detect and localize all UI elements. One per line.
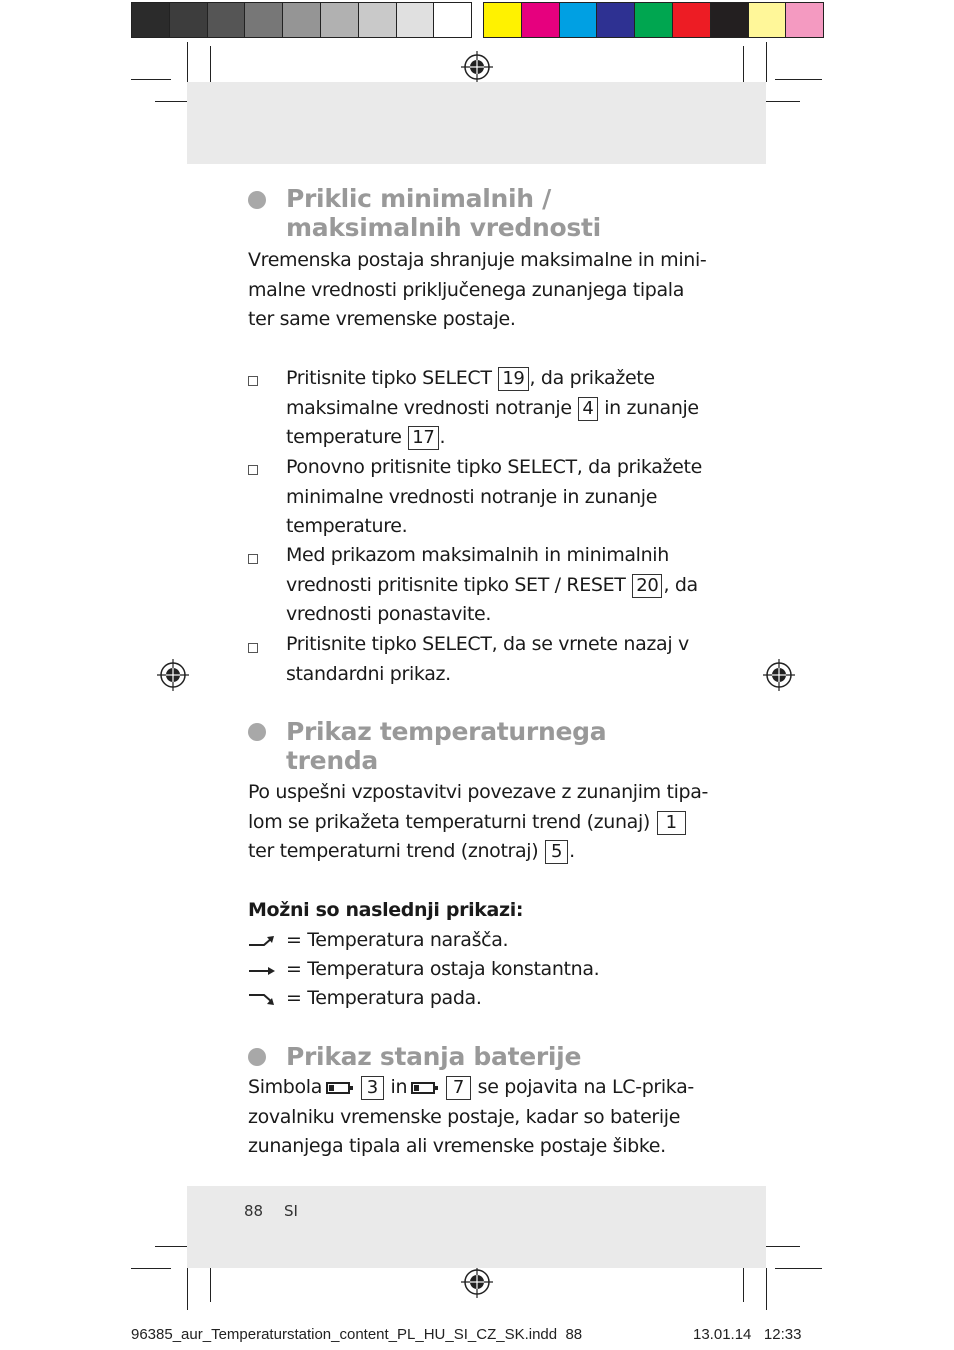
color-swatch [710,2,749,38]
ref-number: 4 [578,397,597,421]
trend-rising-label: = Temperatura narašča. [286,929,509,951]
text-line [248,837,708,867]
text-line: zovalniku vremenske postaje, kadar so baterije [248,1105,681,1128]
ref-number: 3 [361,1076,384,1100]
text-span: Simbola [248,1076,323,1098]
battery-low-icon [411,1082,435,1094]
footer-band [187,1186,766,1268]
text-span: in [390,1076,408,1098]
text-line: standardni prikaz. [286,662,451,685]
trend-constant-label: = Temperatura ostaja konstantna. [286,958,600,980]
text-line: Po uspešni vzpostavitvi povezave z zunanjim tipa- [248,781,709,803]
crop-mark [775,79,822,80]
text-line: Vremenska postaja shranjuje maksimalne in mini- [248,249,707,271]
crop-mark [760,101,800,102]
step-2 [286,453,702,542]
text-line [286,571,698,601]
crop-mark [743,1262,744,1302]
crop-mark [187,42,188,82]
gray-swatch [320,2,359,38]
slug-date [693,1326,801,1343]
text-span: , da prikažete [529,367,655,389]
language-code: SI [284,1202,298,1220]
trend-paragraph [248,778,708,867]
gray-swatch [131,2,170,38]
color-swatch [596,2,635,38]
text-line [286,423,699,453]
step-1 [286,364,699,453]
gray-swatch [358,2,397,38]
text-line: Ponovno pritisnite tipko SELECT, da prikažete [286,456,702,478]
ref-number: 5 [545,840,568,864]
subheading-displays: Možni so naslednji prikazi: [248,899,524,921]
heading-bullet-icon [248,723,266,741]
checkbox-bullet-icon [248,376,258,386]
text-span: vrednosti pritisnite tipko SET / RESET [286,573,626,596]
file-page: 88 [565,1326,583,1343]
section-heading-battery: Prikaz stanja baterije [286,1042,582,1071]
intro-paragraph [248,246,706,335]
text-span: maksimalne vrednosti notranje [286,396,572,419]
heading-line: maksimalnih vrednosti [286,213,601,242]
text-line: ter same vremenske postaje. [248,308,516,330]
color-swatch [521,2,560,38]
text-span: . [439,426,446,448]
text-line: temperature. [286,515,408,537]
gray-swatch [396,2,435,38]
crop-mark [131,1268,171,1269]
checkbox-bullet-icon [248,554,258,564]
trend-falling-icon [248,991,276,1007]
text-line: minimalne vrednosti notranje in zunanje [286,485,658,508]
text-span: se pojavita na LC-prika- [477,1076,694,1098]
crop-mark [131,79,171,80]
header-band [187,82,766,164]
ref-number: 20 [632,574,662,598]
step-4 [286,630,689,689]
text-span: temperature [286,426,402,448]
crop-mark [210,46,211,86]
crop-mark [760,1246,800,1247]
ref-number: 17 [408,426,438,450]
color-swatch [785,2,824,38]
checkbox-bullet-icon [248,465,258,475]
heading-line: Priklic minimalnih / [286,184,551,213]
heading-bullet-icon [248,191,266,209]
color-swatch [748,2,787,38]
text-span: Pritisnite tipko SELECT [286,367,492,389]
text-line: Pritisnite tipko SELECT, da se vrnete nazaj v [286,633,689,655]
color-swatch [634,2,673,38]
page-number: 88 [244,1202,264,1220]
text-line [248,1073,694,1103]
text-line [286,394,699,424]
color-swatch [672,2,711,38]
registration-mark-icon [157,659,189,691]
battery-low-icon [326,1082,350,1094]
section-heading-trend [286,717,606,775]
heading-line: Prikaz temperaturnega [286,717,607,746]
color-swatch [483,2,522,38]
battery-paragraph [248,1073,694,1162]
slug-line [131,1326,582,1343]
ref-number: 7 [446,1076,471,1100]
date: 13.01.14 [693,1326,752,1343]
crop-mark [766,1268,767,1310]
ref-number: 1 [657,811,686,835]
text-span: , da [663,573,698,596]
trend-constant-icon [248,963,276,979]
text-span: lom se prikažeta temperaturni trend (zunaj) [248,810,650,833]
text-line [286,364,699,394]
gray-swatch [207,2,246,38]
registration-mark-icon [763,659,795,691]
text-span: ter temperaturni trend (znotraj) [248,840,539,862]
file-name: 96385_aur_Temperaturstation_content_PL_HU_SI_CZ_SK.indd [131,1326,558,1343]
heading-line: trenda [286,746,378,775]
text-line: Med prikazom maksimalnih in minimalnih [286,544,669,566]
text-line: malne vrednosti priključenega zunanjega tipala [248,278,684,301]
trend-falling-label: = Temperatura pada. [286,987,482,1009]
color-swatch [559,2,598,38]
heading-bullet-icon [248,1048,266,1066]
section-heading-min-max [286,184,601,242]
crop-mark [187,1268,188,1310]
step-3 [286,541,698,630]
crop-mark [210,1262,211,1302]
text-span: . [569,840,575,862]
crop-mark [766,42,767,82]
text-line [248,808,708,838]
text-line: vrednosti ponastavite. [286,603,492,625]
ref-number: 19 [498,367,528,391]
text-line: zunanjega tipala ali vremenske postaje šibke. [248,1135,666,1157]
crop-mark [743,46,744,86]
checkbox-bullet-icon [248,643,258,653]
gray-swatch [282,2,321,38]
gray-swatch [169,2,208,38]
registration-mark-icon [461,1266,493,1298]
gray-swatch [433,2,472,38]
gray-swatch [244,2,283,38]
registration-mark-icon [461,51,493,83]
text-span: in zunanje [604,396,699,419]
time: 12:33 [763,1326,802,1343]
trend-rising-icon [248,933,276,949]
crop-mark [775,1268,822,1269]
